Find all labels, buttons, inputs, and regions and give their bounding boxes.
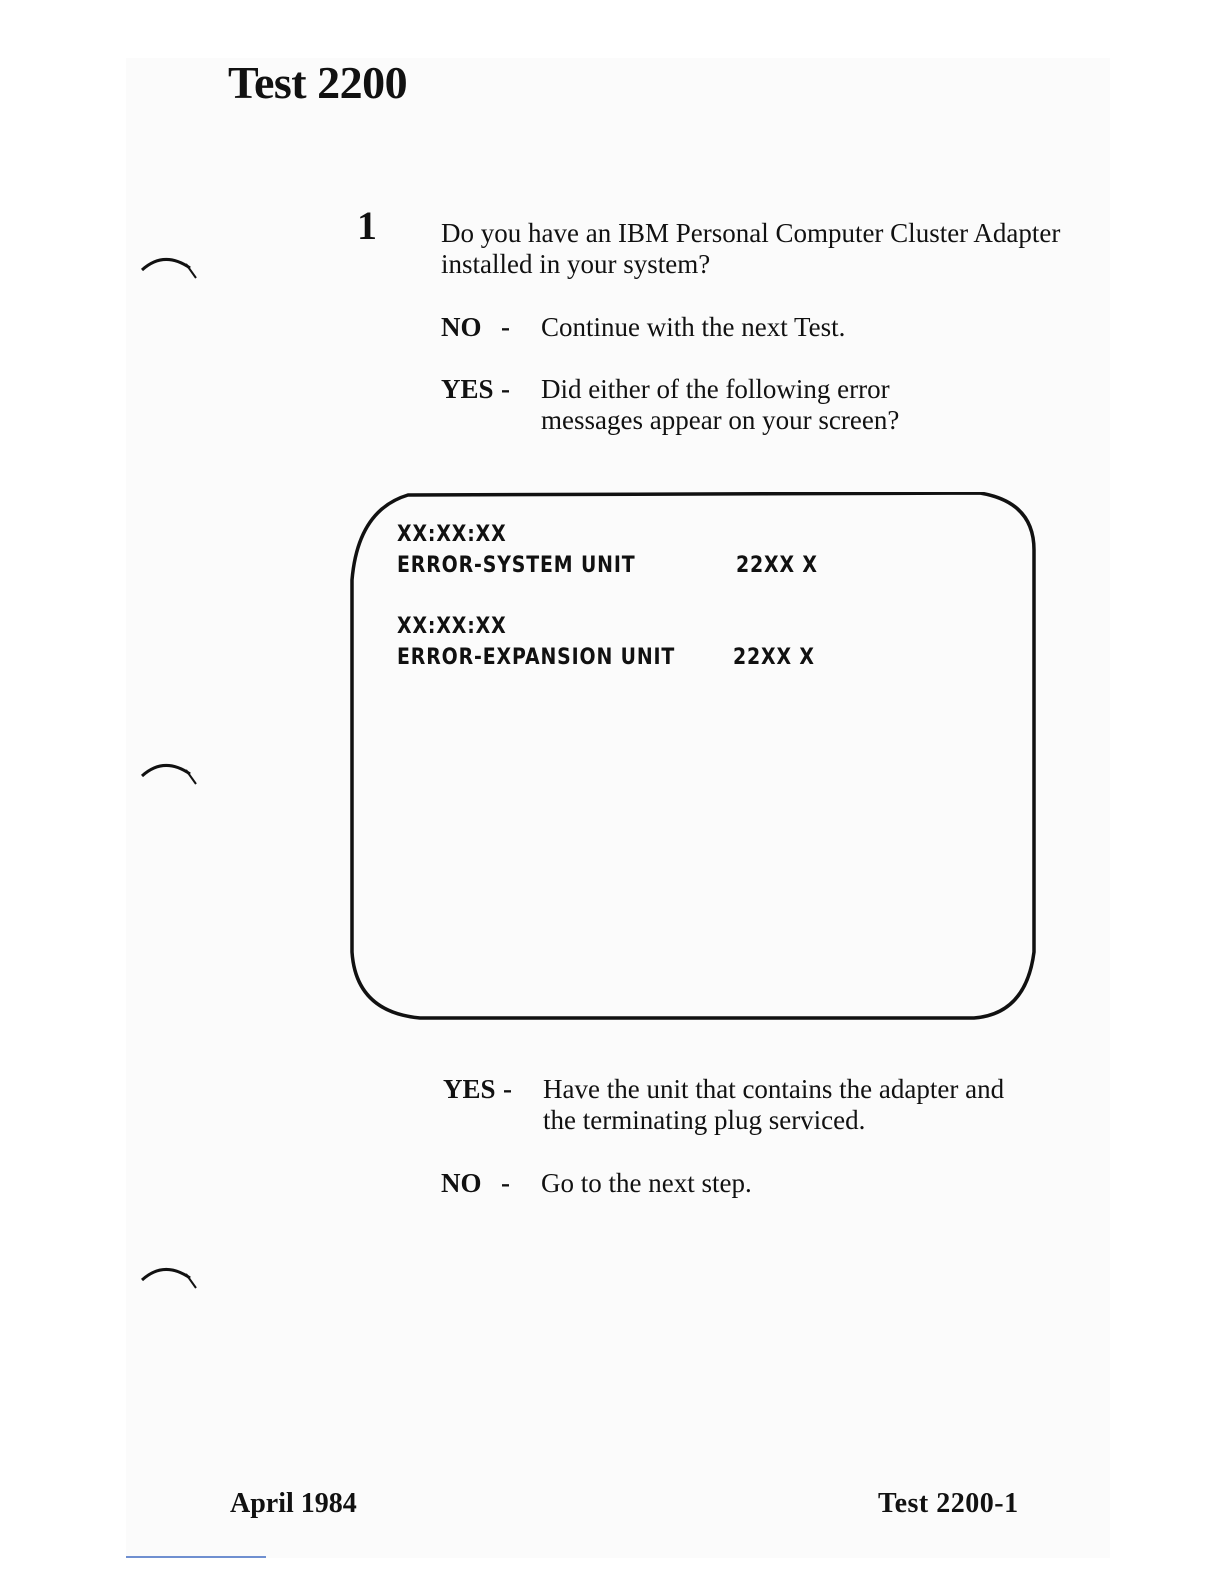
answer-text: Go to the next step.: [541, 1168, 752, 1198]
screen-msg-1-code: 22XX X: [736, 553, 818, 578]
screen-msg-1-error: ERROR-SYSTEM UNIT: [397, 553, 636, 578]
answer-separator: -: [503, 1074, 512, 1104]
screen-illustration: [350, 492, 1036, 1020]
step-number: 1: [357, 203, 377, 248]
answer-separator: -: [501, 374, 510, 404]
screen-msg-2-time: XX:XX:XX: [397, 614, 507, 639]
footer-page-number: Test 2200-1: [878, 1488, 1019, 1519]
page-title: Test 2200: [228, 57, 408, 108]
binder-hole-mark-top: [138, 250, 198, 284]
answer-label: YES: [441, 374, 494, 404]
footer-date: April 1984: [230, 1488, 357, 1519]
answer-text: Have the unit that contains the adapter and the terminating plug serviced.: [543, 1074, 1005, 1135]
step-question: Do you have an IBM Personal Computer Cluster Adapter installed in your system?: [441, 218, 1061, 279]
screen-msg-2-code: 22XX X: [733, 645, 815, 670]
answer-label: NO: [441, 1168, 482, 1198]
answer-separator: -: [501, 312, 510, 342]
answer-text: Did either of the following error messages appear on your screen?: [541, 374, 900, 435]
binder-hole-mark-middle: [138, 756, 198, 790]
binder-hole-mark-bottom: [138, 1260, 198, 1294]
screen-msg-1-time: XX:XX:XX: [397, 522, 507, 547]
answer-separator: -: [501, 1168, 510, 1198]
answer-label: NO: [441, 312, 482, 342]
answer-text: Continue with the next Test.: [541, 312, 846, 342]
screen-msg-2-error: ERROR-EXPANSION UNIT: [397, 645, 676, 670]
scan-edge-line: [126, 1556, 266, 1558]
answer-label: YES: [443, 1074, 496, 1104]
